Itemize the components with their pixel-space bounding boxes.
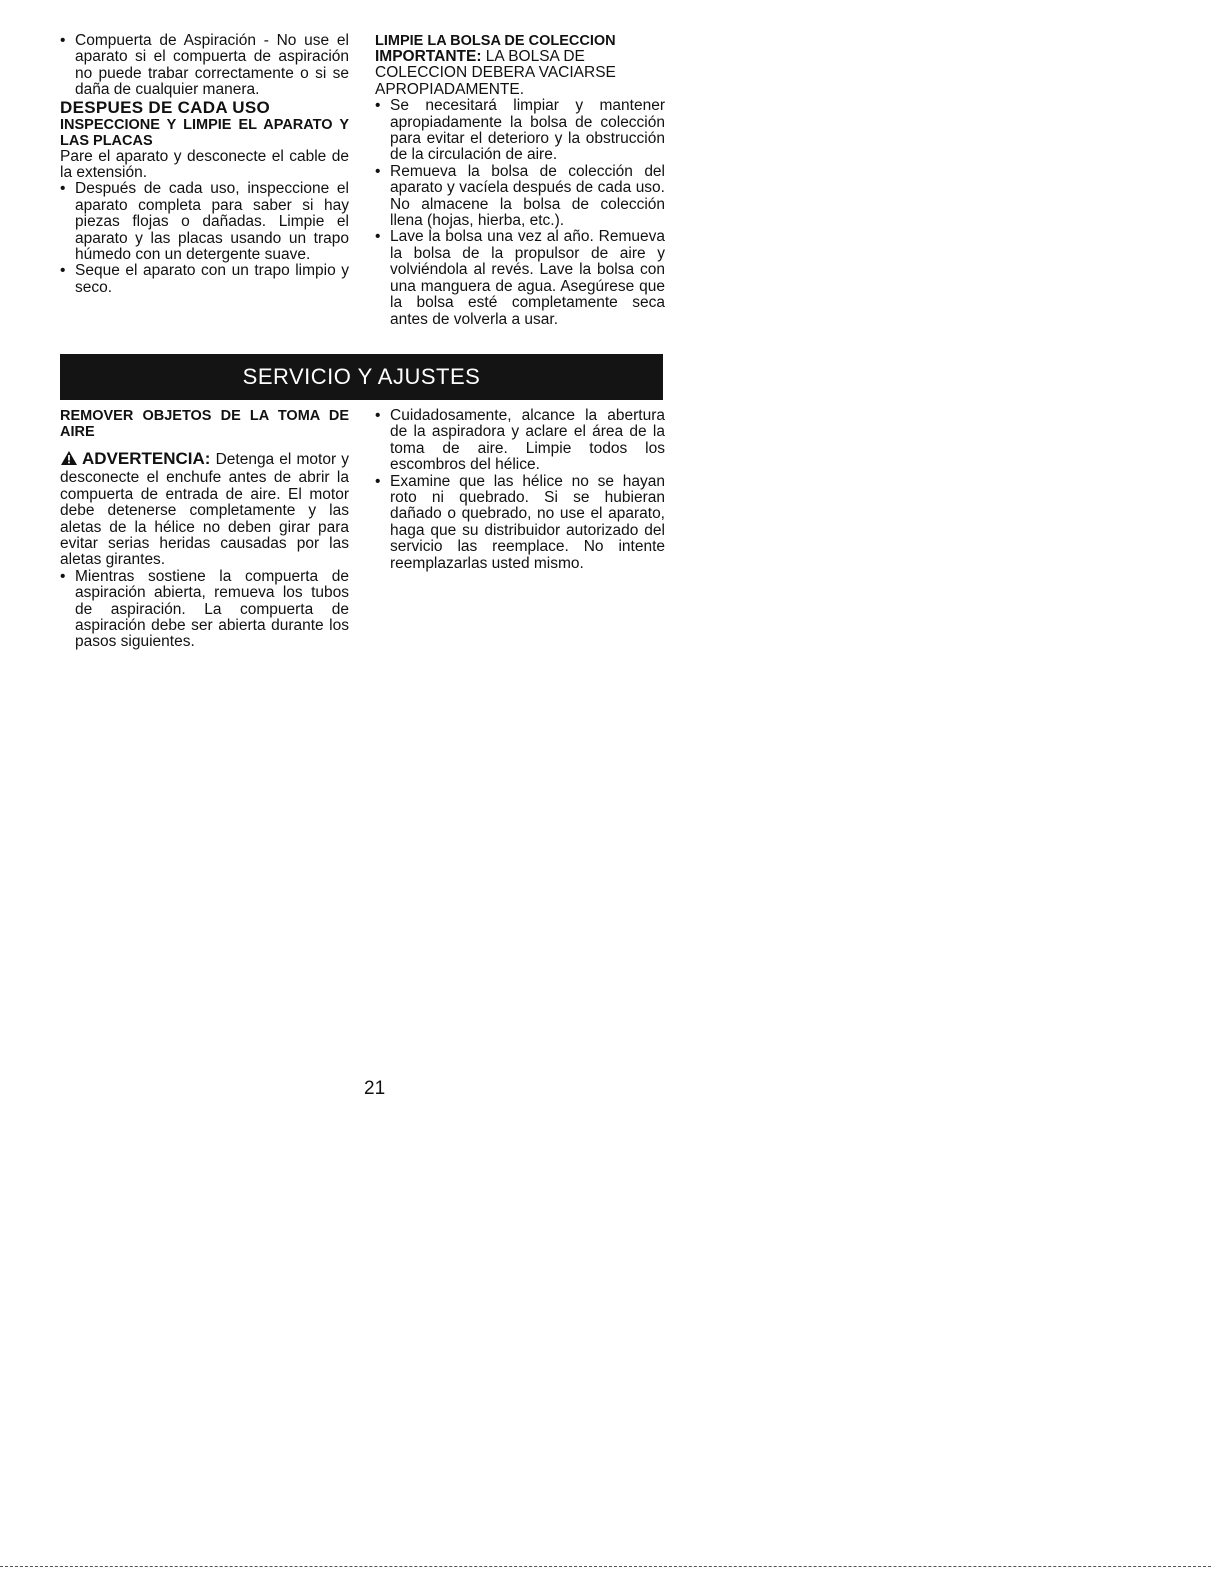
column-left-top	[60, 33, 349, 296]
column-left-bottom	[60, 408, 349, 651]
warning-text: Detenga el motor y desconecte el enchufe antes de abrir la compuerta de entrada de aire. El motor debe detenerse completamente y las aletas de la hélice no deben girar para evitar serias heridas causadas por las aletas girantes.	[60, 451, 349, 569]
section-banner-servicio-ajustes: SERVICIO Y AJUSTES	[60, 354, 663, 400]
bullet-mientras-sostiene: • Mientras sostiene la compuerta de aspiración abierta, remueva los tubos de aspiración. La compuerta de aspiración debe ser abierta durante los pasos siguientes.	[60, 569, 349, 651]
warning-triangle-icon	[60, 450, 78, 470]
subheading-inspeccione: INSPECCIONE Y LIMPIE EL APARATO Y LAS PLACAS	[60, 116, 349, 149]
heading-despues-de-cada-uso: DESPUES DE CADA USO	[60, 97, 271, 117]
importante-text: LA BOLSA DE COLECCION DEBERA VACIARSE APROPIADAMENTE.	[375, 48, 616, 98]
bullet-despues-de-cada-uso: • Después de cada uso, inspeccione el aparato completa para saber si hay piezas flojas o dañadas. Limpie el aparato y las placas usando un trapo húmedo con un detergente suave.	[60, 181, 349, 263]
paragraph-advertencia	[60, 450, 349, 569]
warning-label: ADVERTENCIA:	[82, 449, 211, 468]
bullet-cuidadosamente: • Cuidadosamente, alcance la abertura de la aspiradora y aclare el área de la toma de aire. Limpie todos los escombros del hélice.	[375, 408, 665, 474]
heading-remover-objetos: REMOVER OBJETOS DE LA TOMA DE AIRE	[60, 408, 349, 440]
paragraph-pare-aparato: Pare el aparato y desconecte el cable de la extensión.	[60, 147, 349, 182]
bullet-remueva-bolsa: • Remueva la bolsa de colección del aparato y vacíela después de cada uso. No almacene la bolsa de colección llena (hojas, hierba, etc.).	[375, 164, 665, 230]
column-right-top	[375, 33, 665, 328]
bullet-seque-aparato: • Seque el aparato con un trapo limpio y seco.	[60, 263, 349, 296]
page-number: 21	[364, 1078, 386, 1099]
paragraph-importante	[375, 49, 665, 98]
heading-limpie-bolsa: LIMPIE LA BOLSA DE COLECCION	[375, 33, 616, 49]
bullet-examine-helice: • Examine que las hélice no se hayan roto ni quebrado. Si se hubieran dañado o quebrado, no use el aparato, haga que su distribuidor autorizado del servicio las reemplace. No intente reemplazarlas usted mismo.	[375, 474, 665, 572]
bullet-lave-bolsa: • Lave la bolsa una vez al año. Remueva la bolsa de la propulsor de aire y volviéndola al revés. Lave la bolsa con una manguera de agua. Asegúrese que la bolsa esté completamente seca antes de volverla a usar.	[375, 229, 665, 327]
bottom-scan-rule	[0, 1566, 1211, 1567]
bullet-necesitara-limpiar: • Se necesitará limpiar y mantener apropiadamente la bolsa de colección para evitar el deterioro y la obstrucción de la circulación de aire.	[375, 98, 665, 164]
importante-label: IMPORTANTE:	[375, 48, 482, 65]
bullet-compuerta-aspiracion: • Compuerta de Aspiración - No use el aparato si el compuerta de aspiración no puede trabar correctamente o si se daña de cualquier manera.	[60, 33, 349, 99]
column-right-bottom	[375, 408, 665, 572]
